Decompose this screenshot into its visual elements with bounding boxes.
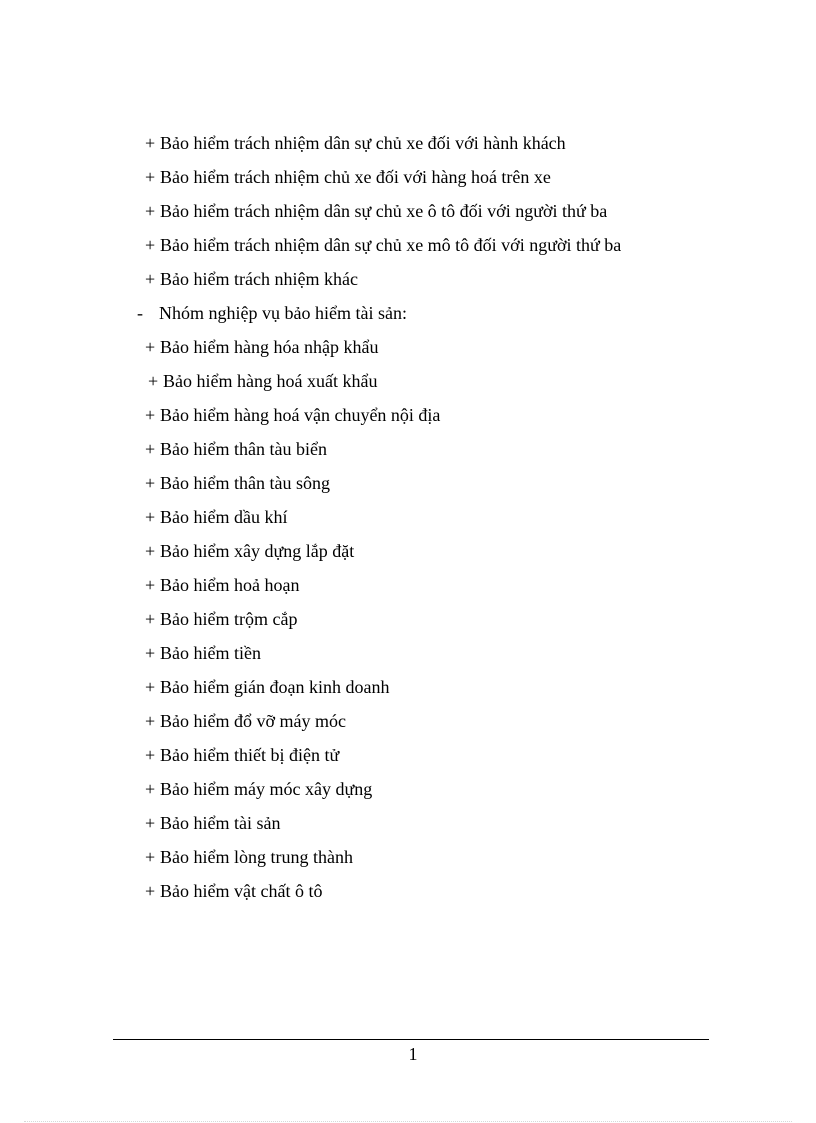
list-item-text: Bảo hiểm hoả hoạn — [160, 575, 300, 595]
plus-bullet: + — [145, 813, 156, 833]
list-item-text: Bảo hiểm hàng hoá vận chuyển nội địa — [160, 405, 441, 425]
list-item-text: Bảo hiểm thân tàu biển — [160, 439, 327, 459]
list-item-text: Bảo hiểm đổ vỡ máy móc — [160, 711, 346, 731]
list-item — [0, 432, 816, 466]
plus-bullet: + — [145, 881, 156, 901]
list-item — [0, 466, 816, 500]
list-item — [0, 704, 816, 738]
list-item-text: Bảo hiểm trách nhiệm dân sự chủ xe mô tô đối với người thứ ba — [160, 235, 622, 255]
list-item-text: Bảo hiểm hàng hoá xuất khẩu — [163, 371, 378, 391]
footer-divider — [113, 1039, 709, 1040]
list-item-text: Bảo hiểm xây dựng lắp đặt — [160, 541, 355, 561]
list-item — [0, 228, 816, 262]
plus-bullet: + — [145, 847, 156, 867]
list-item-text: Bảo hiểm thân tàu sông — [160, 473, 330, 493]
list-item-text: Bảo hiểm trộm cắp — [160, 609, 298, 629]
list-item-text: Bảo hiểm gián đoạn kinh doanh — [160, 677, 390, 697]
list-item — [0, 772, 816, 806]
list-item-text: Bảo hiểm tiền — [160, 643, 261, 663]
plus-bullet: + — [145, 337, 156, 357]
plus-bullet: + — [145, 711, 156, 731]
plus-bullet: + — [145, 201, 156, 221]
plus-bullet: + — [145, 133, 156, 153]
list-item-text: Bảo hiểm máy móc xây dựng — [160, 779, 373, 799]
list-item — [0, 194, 816, 228]
list-item — [0, 126, 816, 160]
list-item-text: Bảo hiểm trách nhiệm chủ xe đối với hàng hoá trên xe — [160, 167, 551, 187]
plus-bullet: + — [145, 541, 156, 561]
list-item — [0, 874, 816, 908]
plus-bullet: + — [145, 677, 156, 697]
insurance-list — [0, 126, 816, 908]
plus-bullet: + — [145, 473, 156, 493]
list-item — [0, 738, 816, 772]
plus-bullet: + — [145, 439, 156, 459]
list-item-text: Bảo hiểm vật chất ô tô — [160, 881, 323, 901]
list-item — [0, 160, 816, 194]
list-item — [0, 636, 816, 670]
list-item — [0, 500, 816, 534]
plus-bullet: + — [145, 405, 156, 425]
plus-bullet: + — [145, 269, 156, 289]
plus-bullet: + — [145, 643, 156, 663]
plus-bullet: + — [145, 575, 156, 595]
plus-bullet: + — [145, 609, 156, 629]
list-item-text: Bảo hiểm dầu khí — [160, 507, 288, 527]
list-item — [0, 398, 816, 432]
list-item-text: Nhóm nghiệp vụ bảo hiểm tài sản: — [159, 303, 407, 323]
list-item — [0, 840, 816, 874]
list-item — [0, 364, 816, 398]
plus-bullet: + — [145, 235, 156, 255]
list-item-text: Bảo hiểm trách nhiệm khác — [160, 269, 358, 289]
list-item-text: Bảo hiểm trách nhiệm dân sự chủ xe đối với hành khách — [160, 133, 566, 153]
list-item-text: Bảo hiểm hàng hóa nhập khẩu — [160, 337, 379, 357]
list-item — [0, 568, 816, 602]
page-edge-divider — [24, 1121, 792, 1122]
list-item-text: Bảo hiểm lòng trung thành — [160, 847, 353, 867]
list-item — [0, 534, 816, 568]
plus-bullet: + — [148, 371, 159, 391]
list-item — [0, 806, 816, 840]
list-item-text: Bảo hiểm trách nhiệm dân sự chủ xe ô tô đối với người thứ ba — [160, 201, 608, 221]
list-item — [0, 602, 816, 636]
list-item — [0, 262, 816, 296]
list-item — [0, 330, 816, 364]
plus-bullet: + — [145, 507, 156, 527]
plus-bullet: + — [145, 779, 156, 799]
plus-bullet: + — [145, 167, 156, 187]
list-item-text: Bảo hiểm tài sản — [160, 813, 281, 833]
section-heading-item — [0, 296, 816, 330]
dash-bullet: - — [137, 303, 143, 323]
page-number: 1 — [408, 1044, 418, 1064]
plus-bullet: + — [145, 745, 156, 765]
list-item — [0, 670, 816, 704]
list-item-text: Bảo hiểm thiết bị điện tử — [160, 745, 340, 765]
